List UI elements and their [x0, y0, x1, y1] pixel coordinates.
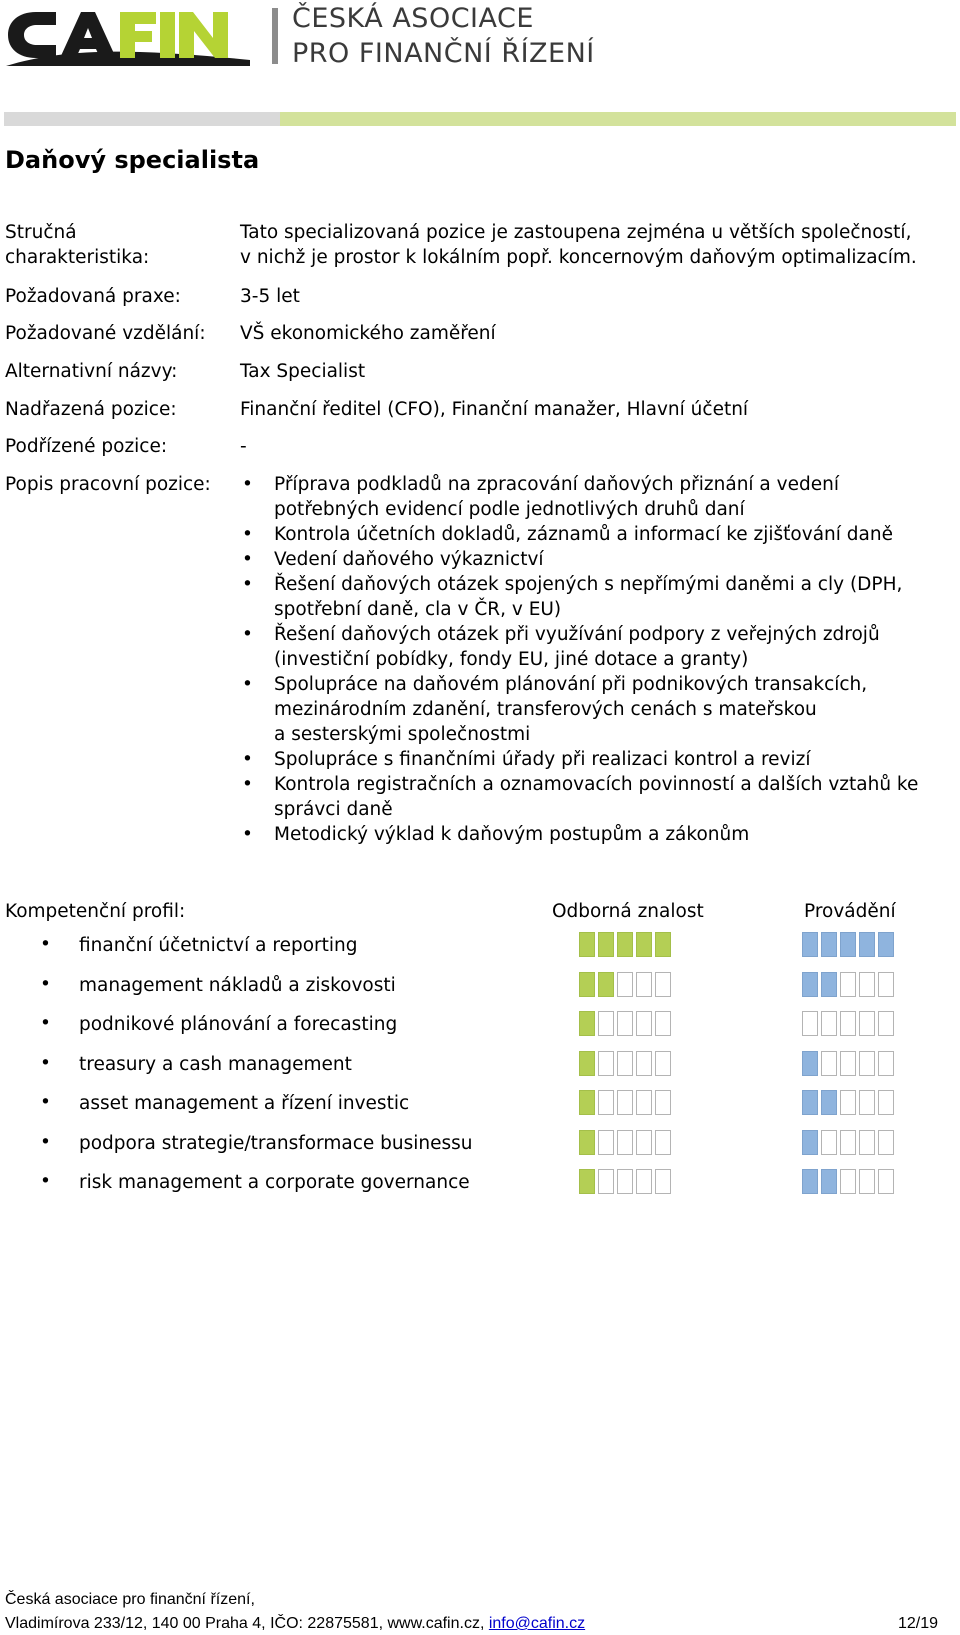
duty-text-line: správci daně — [274, 799, 393, 820]
bullet-icon: • — [40, 1092, 51, 1113]
competence-row — [0, 1051, 960, 1081]
level-square — [802, 1130, 818, 1155]
duty-item — [240, 547, 940, 572]
org-name-line-2: PRO FINANČNÍ ŘÍZENÍ — [292, 38, 595, 69]
level-square — [878, 972, 894, 997]
competence-name: asset management a řízení investic — [79, 1093, 410, 1114]
duty-item — [240, 572, 940, 622]
competence-profile-label: Kompetenční profil: — [5, 901, 186, 922]
level-square — [840, 932, 856, 957]
level-square — [617, 1090, 633, 1115]
bullet-icon: • — [242, 474, 253, 495]
duty-item — [240, 472, 940, 522]
competence-row — [0, 932, 960, 962]
knowledge-gauge — [579, 1011, 671, 1036]
bullet-icon: • — [242, 774, 253, 795]
level-square — [802, 1011, 818, 1036]
competence-row — [0, 1011, 960, 1041]
duty-text-line: Řešení daňových otázek spojených s nepřímými daněmi a cly (DPH, — [274, 574, 903, 595]
level-square — [636, 1051, 652, 1076]
level-square — [655, 1130, 671, 1155]
level-square — [821, 1169, 837, 1194]
duty-text-line: Spolupráce na daňovém plánování při podnikových transakcích, — [274, 674, 868, 695]
competence-row — [0, 1090, 960, 1120]
duty-text-line: Metodický výklad k daňovým postupům a zákonům — [274, 824, 750, 845]
level-square — [579, 1051, 595, 1076]
practice-value: 3-5 let — [240, 286, 300, 307]
level-square — [655, 1011, 671, 1036]
subordinate-position-label: Podřízené pozice: — [5, 436, 168, 457]
execution-gauge — [802, 932, 894, 957]
competence-row — [0, 1130, 960, 1160]
level-square — [840, 1011, 856, 1036]
subordinate-position-value: - — [240, 436, 247, 457]
level-square — [655, 1090, 671, 1115]
superior-position-label: Nadřazená pozice: — [5, 399, 177, 420]
level-square — [598, 1130, 614, 1155]
education-label: Požadované vzdělání: — [5, 323, 206, 344]
page-title: Daňový specialista — [5, 146, 260, 174]
level-square — [598, 972, 614, 997]
execution-gauge — [802, 1130, 894, 1155]
bullet-icon: • — [242, 524, 253, 545]
level-square — [636, 932, 652, 957]
level-square — [617, 1130, 633, 1155]
level-square — [636, 1169, 652, 1194]
level-square — [802, 932, 818, 957]
level-square — [598, 932, 614, 957]
level-square — [655, 1051, 671, 1076]
level-square — [821, 1090, 837, 1115]
short-description-label: Stručná — [5, 222, 77, 243]
knowledge-gauge — [579, 972, 671, 997]
duty-text-line: Kontrola účetních dokladů, záznamů a informací ke zjišťování daně — [274, 524, 893, 545]
bullet-icon: • — [242, 574, 253, 595]
level-square — [859, 1130, 875, 1155]
level-square — [598, 1011, 614, 1036]
execution-gauge — [802, 1169, 894, 1194]
knowledge-column-header: Odborná znalost — [552, 901, 704, 922]
level-square — [859, 972, 875, 997]
duty-item — [240, 747, 940, 772]
bullet-icon: • — [242, 674, 253, 695]
level-square — [878, 1011, 894, 1036]
level-square — [617, 1011, 633, 1036]
level-square — [859, 1169, 875, 1194]
level-square — [579, 1011, 595, 1036]
execution-column-header: Provádění — [804, 901, 896, 922]
level-square — [821, 972, 837, 997]
duty-text-line: (investiční pobídky, fondy EU, jiné dotace a granty) — [274, 649, 749, 670]
level-square — [840, 1169, 856, 1194]
job-description-label: Popis pracovní pozice: — [5, 474, 211, 495]
duty-text-line: potřebných evidencí podle jednotlivých druhů daní — [274, 499, 745, 520]
level-square — [840, 1090, 856, 1115]
level-square — [617, 932, 633, 957]
level-square — [598, 1169, 614, 1194]
level-square — [859, 932, 875, 957]
level-square — [655, 972, 671, 997]
knowledge-gauge — [579, 932, 671, 957]
level-square — [878, 932, 894, 957]
competence-name: podpora strategie/transformace businessu — [79, 1133, 473, 1154]
duty-item — [240, 622, 940, 672]
duty-text-line: Vedení daňového výkaznictví — [274, 549, 544, 570]
execution-gauge — [802, 1011, 894, 1036]
bullet-icon: • — [40, 1171, 51, 1192]
level-square — [802, 1051, 818, 1076]
level-square — [579, 972, 595, 997]
competence-name: finanční účetnictví a reporting — [79, 935, 358, 956]
bullet-icon: • — [242, 549, 253, 570]
header-bar-green — [280, 112, 956, 126]
level-square — [636, 1090, 652, 1115]
bullet-icon: • — [40, 1053, 51, 1074]
level-square — [617, 1051, 633, 1076]
level-square — [802, 1169, 818, 1194]
bullet-icon: • — [40, 1013, 51, 1034]
bullet-icon: • — [40, 1132, 51, 1153]
level-square — [840, 1130, 856, 1155]
page-number: 12/19 — [897, 1615, 938, 1632]
competence-row — [0, 972, 960, 1002]
level-square — [821, 1130, 837, 1155]
bullet-icon: • — [242, 624, 253, 645]
duty-text-line: Řešení daňových otázek při využívání podpory z veřejných zdrojů — [274, 624, 880, 645]
duty-text-line: Kontrola registračních a oznamovacích povinností a dalších vztahů ke — [274, 774, 919, 795]
superior-position-value: Finanční ředitel (CFO), Finanční manažer, Hlavní účetní — [240, 399, 749, 420]
level-square — [821, 932, 837, 957]
level-square — [579, 1169, 595, 1194]
level-square — [821, 1051, 837, 1076]
bullet-icon: • — [40, 974, 51, 995]
footer-email-link[interactable]: info@cafin.cz — [488, 1615, 586, 1632]
header-bar-gray — [4, 112, 280, 126]
execution-gauge — [802, 1051, 894, 1076]
level-square — [636, 972, 652, 997]
alternative-names-label: Alternativní názvy: — [5, 361, 178, 382]
duty-item — [240, 672, 940, 747]
bullet-icon: • — [242, 824, 253, 845]
bullet-icon: • — [40, 934, 51, 955]
header-divider — [272, 8, 278, 64]
level-square — [655, 932, 671, 957]
knowledge-gauge — [579, 1130, 671, 1155]
level-square — [878, 1090, 894, 1115]
level-square — [859, 1051, 875, 1076]
bullet-icon: • — [242, 749, 253, 770]
duty-text-line: spotřební daně, cla v ČR, v EU) — [274, 599, 562, 620]
competence-name: management nákladů a ziskovosti — [79, 975, 396, 996]
level-square — [802, 972, 818, 997]
level-square — [802, 1090, 818, 1115]
competence-name: risk management a corporate governance — [79, 1172, 470, 1193]
level-square — [821, 1011, 837, 1036]
duty-text-line: a sesterskými společnostmi — [274, 724, 531, 745]
level-square — [636, 1011, 652, 1036]
duty-item — [240, 822, 940, 847]
level-square — [579, 932, 595, 957]
duty-text-line: Příprava podkladů na zpracování daňových přiznání a vedení — [274, 474, 839, 495]
footer-org-name: Česká asociace pro finanční řízení, — [5, 1591, 255, 1608]
level-square — [579, 1090, 595, 1115]
footer-address-text: Vladimírova 233/12, 140 00 Praha 4, IČO: 22875581, www.cafin.cz, — [5, 1615, 489, 1632]
short-description-value-2: v nichž je prostor k lokálním popř. koncernovým daňovým optimalizacím. — [240, 247, 917, 268]
level-square — [617, 1169, 633, 1194]
duty-text-line: Spolupráce s finančními úřady při realizaci kontrol a revizí — [274, 749, 811, 770]
level-square — [878, 1169, 894, 1194]
level-square — [878, 1051, 894, 1076]
duty-item — [240, 772, 940, 822]
knowledge-gauge — [579, 1169, 671, 1194]
execution-gauge — [802, 972, 894, 997]
alternative-names-value: Tax Specialist — [240, 361, 366, 382]
knowledge-gauge — [579, 1090, 671, 1115]
education-value: VŠ ekonomického zaměření — [240, 323, 496, 344]
level-square — [655, 1169, 671, 1194]
level-square — [636, 1130, 652, 1155]
org-name-line-1: ČESKÁ ASOCIACE — [292, 3, 534, 34]
duty-text-line: mezinárodním zdanění, transferových cenách s mateřskou — [274, 699, 817, 720]
level-square — [840, 972, 856, 997]
level-square — [617, 972, 633, 997]
level-square — [878, 1130, 894, 1155]
competence-name: treasury a cash management — [79, 1054, 352, 1075]
level-square — [579, 1130, 595, 1155]
competence-row — [0, 1169, 960, 1199]
duty-item — [240, 522, 940, 547]
level-square — [840, 1051, 856, 1076]
level-square — [859, 1011, 875, 1036]
level-square — [598, 1090, 614, 1115]
job-duties-list — [240, 472, 940, 847]
level-square — [859, 1090, 875, 1115]
execution-gauge — [802, 1090, 894, 1115]
practice-label: Požadovaná praxe: — [5, 286, 181, 307]
level-square — [598, 1051, 614, 1076]
knowledge-gauge — [579, 1051, 671, 1076]
cafin-logo — [4, 4, 250, 66]
footer-address — [5, 1614, 585, 1634]
short-description-label-2: charakteristika: — [5, 247, 150, 268]
competence-name: podnikové plánování a forecasting — [79, 1014, 398, 1035]
short-description-value: Tato specializovaná pozice je zastoupena zejména u větších společností, — [240, 222, 912, 243]
